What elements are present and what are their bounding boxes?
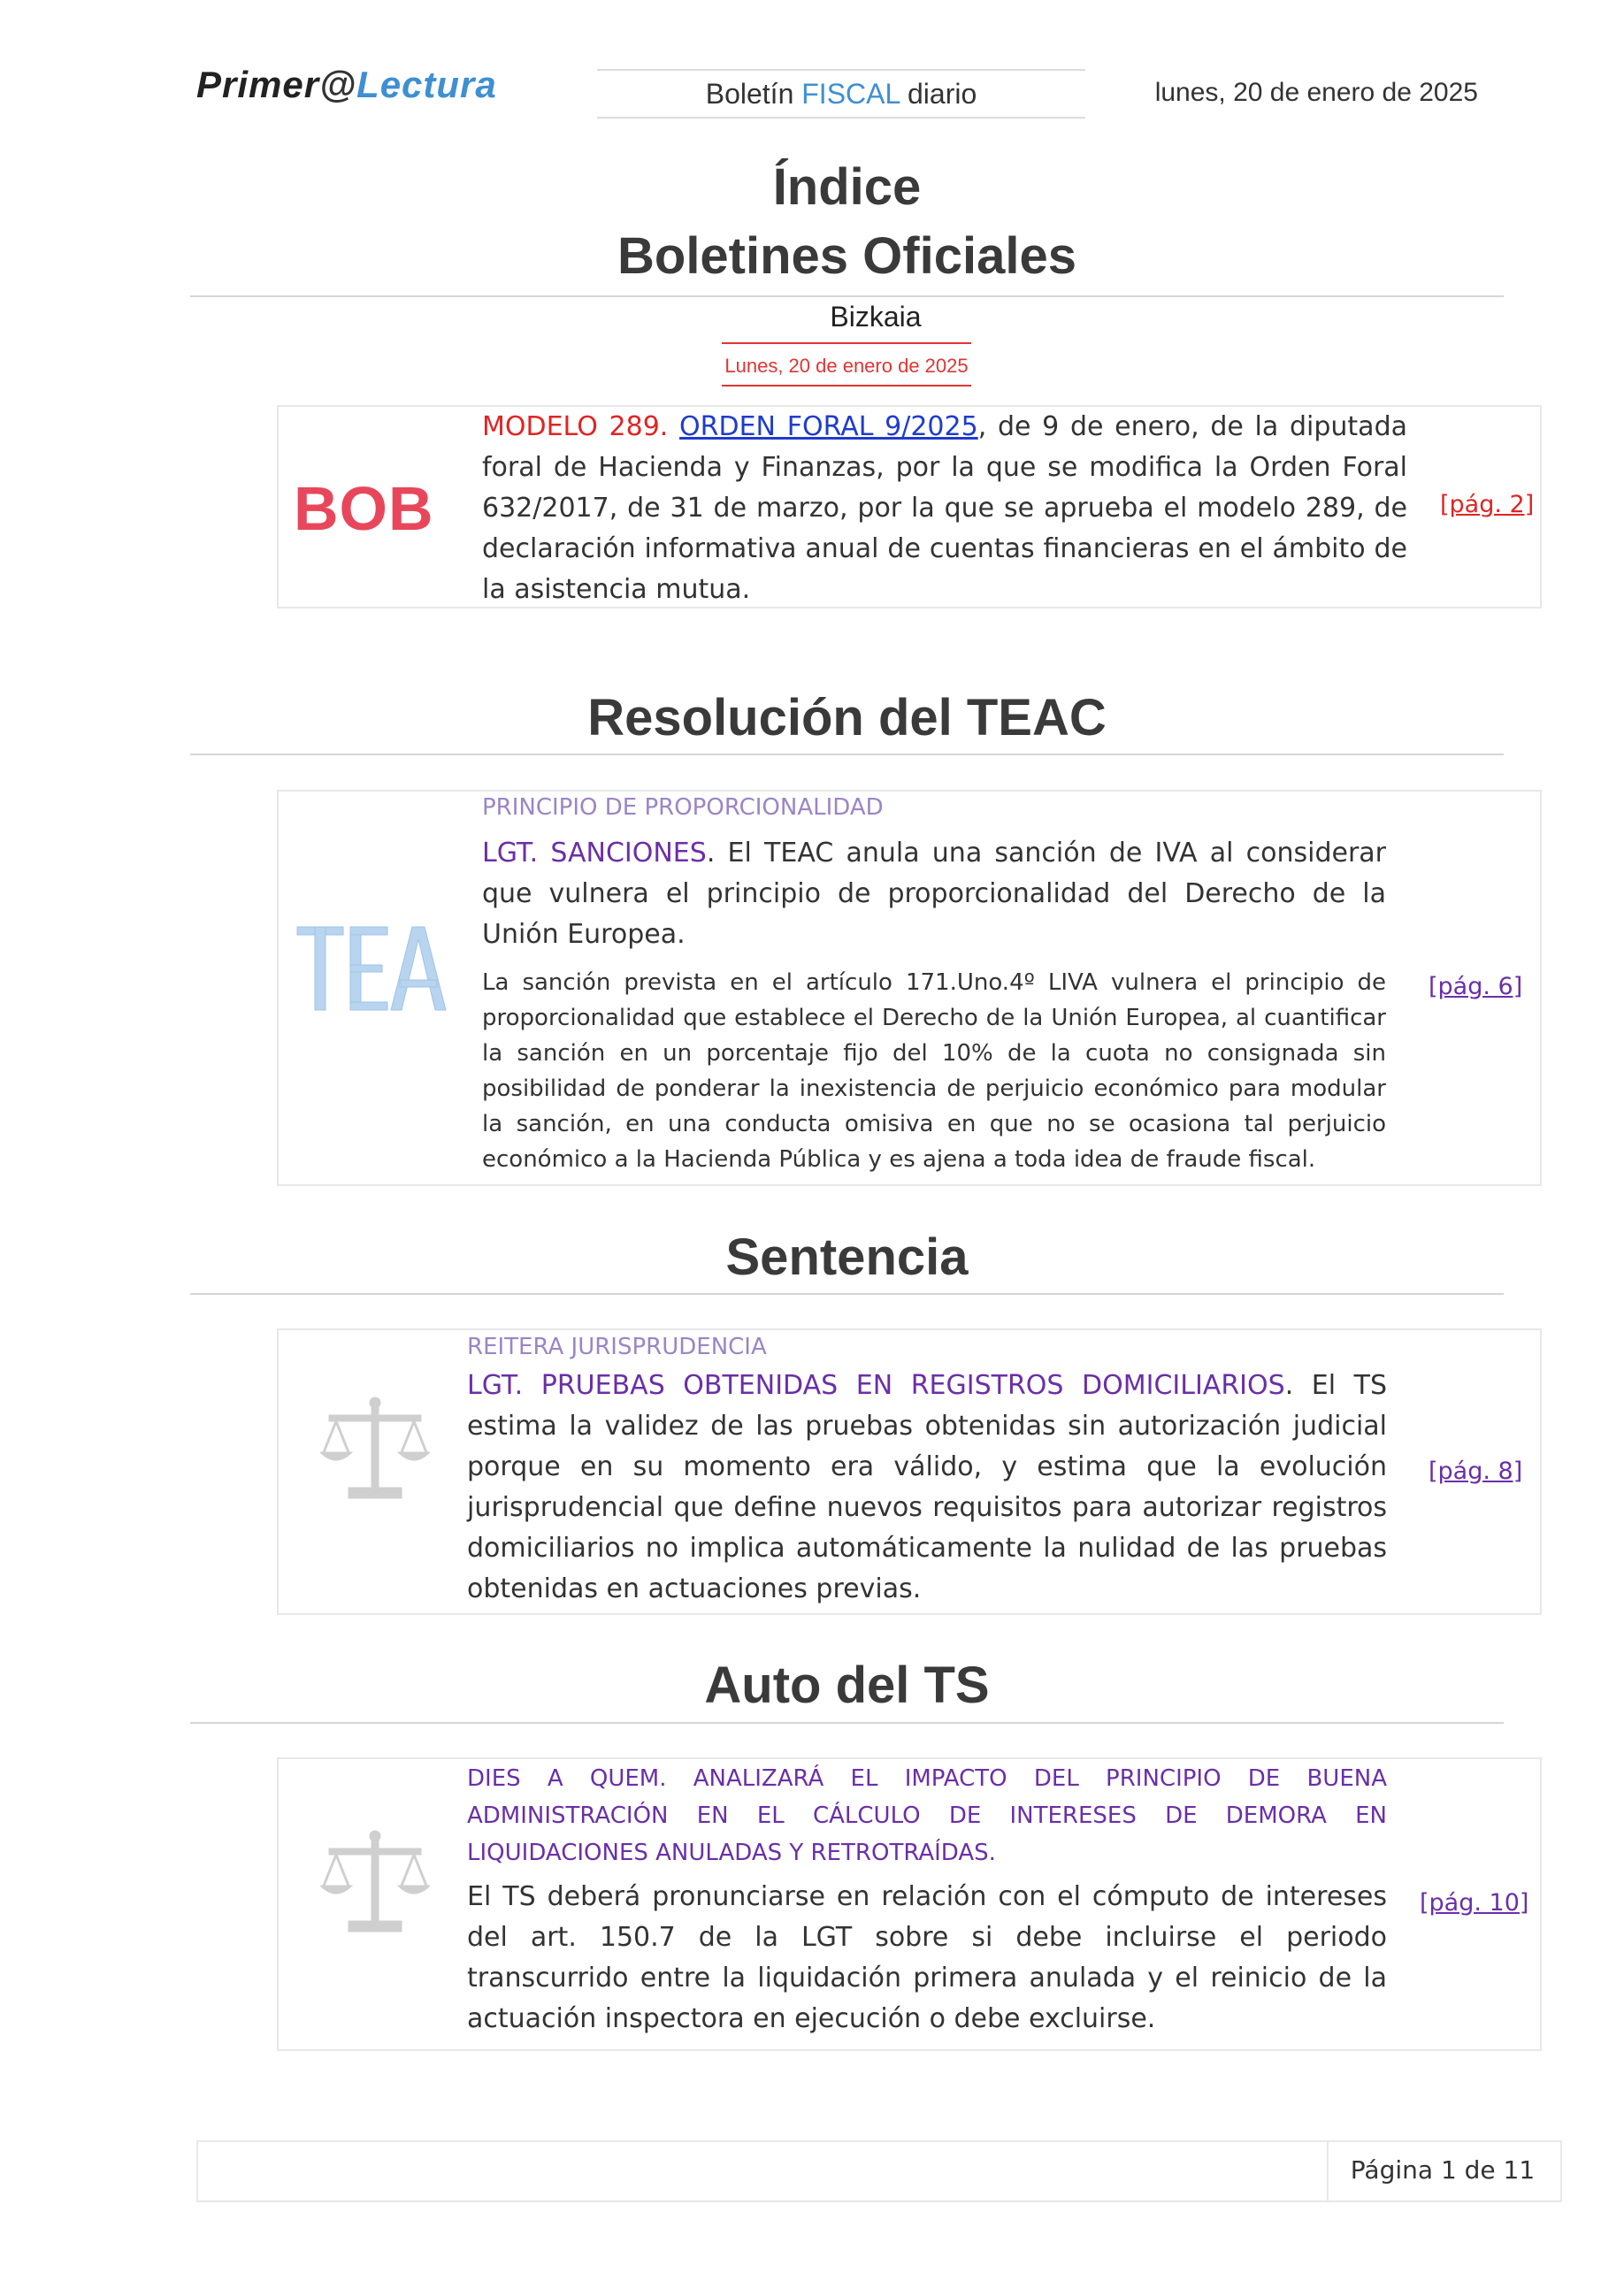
bulletin-pre: Boletín (705, 78, 802, 110)
teac-divider (190, 754, 1504, 755)
header-date: lunes, 20 de enero de 2025 (1154, 78, 1478, 107)
boletines-title: Boletines Oficiales (617, 227, 1076, 285)
auto-title-tag: DIES A QUEM. ANALIZARÁ EL IMPACTO DEL PRINCIPIO DE BUENA ADMINISTRACIÓN EN EL CÁLCULO DE INTERESES DE DEMORA EN LIQUIDACIONES ANULADAS Y RETROTRAÍDAS. (467, 1765, 1387, 1866)
teac-title-text: . El TEAC anula una sanción de IVA al considerar que vulnera el principio de proporcionalidad del Derecho de la Unión Europea. (482, 838, 1386, 950)
scales-icon-2 (320, 1829, 430, 1939)
sentencia-page-link[interactable]: [pág. 8] (1429, 1458, 1523, 1485)
tea-logo (295, 920, 448, 1017)
teac-page-link[interactable]: [pág. 6] (1429, 973, 1523, 1000)
orden-foral-link[interactable]: ORDEN FORAL 9/2025 (679, 411, 978, 442)
auto-divider (190, 1722, 1504, 1724)
model-label: MODELO 289. (482, 411, 669, 442)
region-label: Bizkaia (830, 301, 922, 333)
date-badge: Lunes, 20 de enero de 2025 (724, 355, 969, 377)
date-underline (722, 385, 971, 386)
teac-category: PRINCIPIO DE PROPORCIONALIDAD (482, 794, 884, 821)
auto-text: El TS deberá pronunciarse en relación con el cómputo de intereses del art. 150.7 de la LGT sobre si debe incluirse el periodo transcurrido entre la liquidación primera anulada y el reinicio de la actuación inspectora en ejecución o debe excluirse. (467, 1881, 1387, 2034)
sentencia-title-tag: LGT. PRUEBAS OBTENIDAS EN REGISTROS DOMICILIARIOS (467, 1370, 1285, 1401)
teac-heading: Resolución del TEAC (587, 689, 1107, 746)
sentencia-category: REITERA JURISPRUDENCIA (467, 1334, 767, 1360)
auto-page-link[interactable]: [pág. 10] (1420, 1889, 1529, 1917)
page-number: Página 1 de 11 (1350, 2155, 1536, 2185)
sentencia-title-text: . El TS estima la validez de las pruebas obtenidas sin autorización judicial porque en su momento era válido, y estima que la evolución jurisprudencial que define nuevos requisitos para autorizar registros domiciliarios no implica automáticamente la nulidad de las pruebas obtenidas en actuaciones previas. (467, 1370, 1387, 1604)
brand-logo (196, 64, 497, 106)
index-title: Índice (772, 158, 922, 216)
bob-entry-text (482, 407, 1407, 610)
bulletin-post: diario (900, 78, 977, 110)
scales-icon (320, 1396, 430, 1505)
bulletin-fiscal: FISCAL (801, 78, 900, 110)
region-underline (722, 342, 971, 344)
bob-logo: BOB (294, 474, 434, 543)
teac-title (482, 833, 1386, 955)
sentencia-divider (190, 1293, 1504, 1295)
bob-description: , de 9 de enero, de la diputada foral de Hacienda y Finanzas, por la que se modifica la Orden Foral 632/2017, de 31 de marzo, por la que se aprueba el modelo 289, de declaración informativa anual de cuentas financieras en el ámbito de la asistencia mutua. (482, 411, 1407, 605)
auto-heading: Auto del TS (704, 1657, 990, 1714)
logo-primer: Primer (196, 64, 320, 105)
logo-lectura: Lectura (356, 64, 497, 105)
teac-title-tag: LGT. SANCIONES (482, 838, 707, 869)
teac-detail: La sanción prevista en el artículo 171.Uno.4º LIVA vulnera el principio de proporcionalidad que establece el Derecho de la Unión Europea, al cuantificar la sanción en un porcentaje fijo del 10% de la cuota no consignada sin posibilidad de ponderar la inexistencia de perjuicio económico para modular la sanción, en una conducta omisiva en que no se ocasiona tal perjuicio económico a la Hacienda Pública y es ajena a toda idea de fraude fiscal. (482, 969, 1386, 1173)
bulletin-title (597, 69, 1085, 119)
bob-page-link[interactable]: [pág. 2] (1440, 491, 1535, 518)
sentencia-heading: Sentencia (725, 1228, 969, 1286)
section-divider (190, 295, 1504, 297)
sentencia-text (467, 1366, 1387, 1610)
logo-at: @ (319, 64, 357, 105)
